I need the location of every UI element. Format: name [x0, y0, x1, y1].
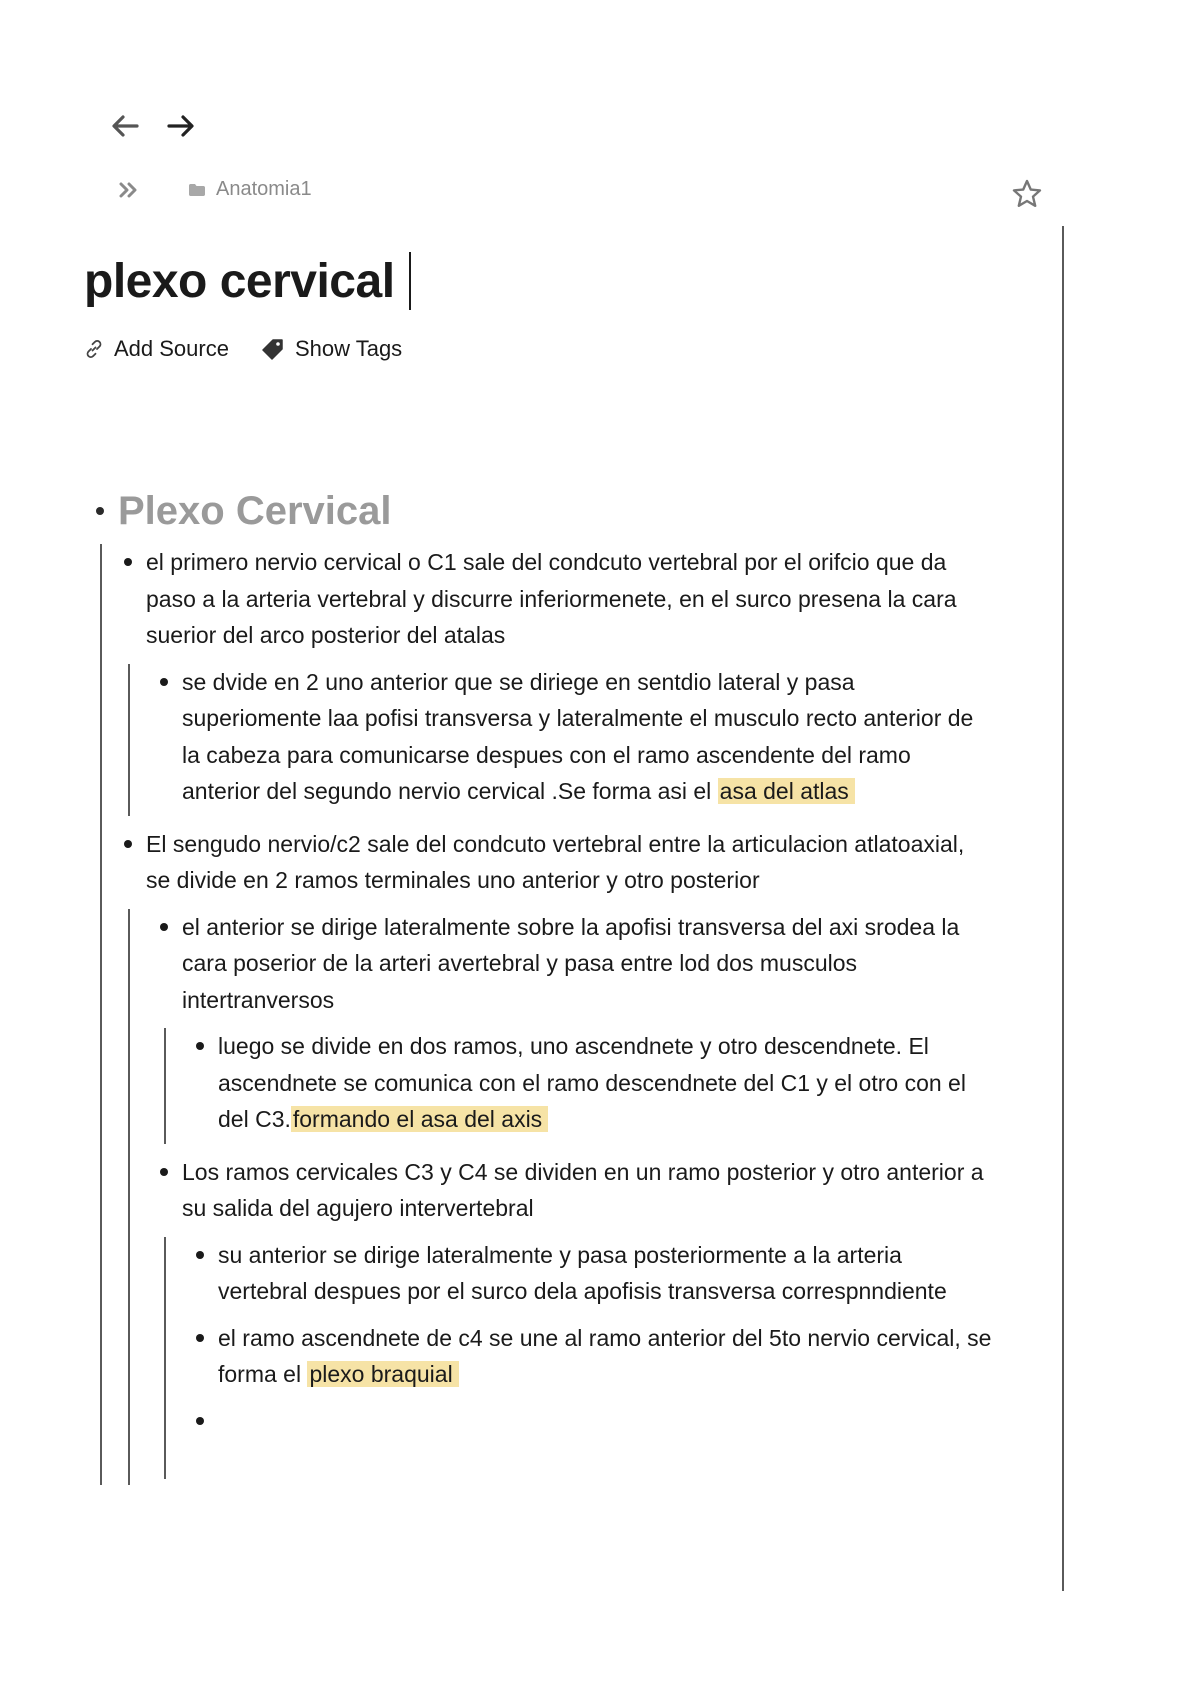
- highlight: plexo braquial: [307, 1361, 458, 1387]
- page-meta: [84, 336, 402, 362]
- add-source-label: Add Source: [114, 336, 229, 361]
- bullet[interactable]: [96, 507, 104, 515]
- nested-list: [128, 664, 992, 816]
- breadcrumb: [118, 178, 312, 201]
- list-item-text[interactable]: [218, 1403, 992, 1439]
- arrow-right-icon: [167, 114, 195, 138]
- forward-button[interactable]: [166, 112, 196, 140]
- bullet[interactable]: [160, 678, 168, 686]
- list-item-text[interactable]: el anterior se dirige lateralmente sobre la apofisi transversa del axi srodea la cara poserior de la arteri avertebral y pasa entre lod dos musculos intertranversos: [182, 913, 960, 1013]
- chevrons-right-icon[interactable]: [118, 181, 140, 199]
- list-item-body: el ramo ascendnete de c4 se une al ramo anterior del 5to nervio cervical, se forma el: [218, 1324, 992, 1387]
- list-item: [196, 1028, 992, 1138]
- list-item: [160, 664, 992, 810]
- bullet[interactable]: [196, 1251, 204, 1259]
- back-button[interactable]: [110, 112, 140, 140]
- list-item-text[interactable]: el primero nervio cervical o C1 sale del condcuto vertebral por el orifcio que da paso a la arteria vertebral y discurre inferiormenete, en el surco presena la cara suerior del arco posterior del atalas: [146, 549, 957, 648]
- highlight: asa del atlas: [718, 778, 855, 804]
- history-nav: [110, 112, 196, 140]
- favorite-button[interactable]: [1010, 177, 1044, 211]
- bullet[interactable]: [124, 840, 132, 848]
- add-source-button[interactable]: [84, 336, 229, 362]
- nested-list: [164, 1237, 992, 1479]
- show-tags-label: Show Tags: [294, 336, 403, 361]
- link-icon: [84, 339, 104, 359]
- outline-children: [100, 544, 992, 1485]
- list-item-text[interactable]: El sengudo nervio/c2 sale del condcuto vertebral entre la articulacion atlatoaxial, se divide en 2 ramos terminales uno anterior y otro posterior: [146, 830, 965, 893]
- list-item: [160, 909, 992, 1019]
- folder-icon: [188, 183, 206, 197]
- list-item-text[interactable]: Los ramos cervicales C3 y C4 se dividen en un ramo posterior y otro anterior a su salida del agujero intervertebral: [182, 1158, 984, 1221]
- show-tags-button[interactable]: [261, 336, 402, 362]
- list-item-text[interactable]: [182, 664, 992, 810]
- arrow-left-icon: [111, 114, 139, 138]
- breadcrumb-folder[interactable]: [188, 178, 312, 201]
- tag-icon: [261, 338, 285, 360]
- list-item: [196, 1320, 992, 1393]
- list-item: [124, 544, 992, 654]
- list-item: [196, 1403, 992, 1439]
- bullet[interactable]: [160, 1168, 168, 1176]
- nested-list: [128, 909, 992, 1485]
- outline: [92, 482, 992, 1485]
- list-item-body: luego se divide en dos ramos, uno ascendnete y otro descendnete. El ascendnete se comunica con el ramo descendnete del C1 y el otro con el del C3.: [218, 1033, 966, 1132]
- outline-heading[interactable]: Plexo Cervical: [118, 488, 392, 533]
- bullet[interactable]: [196, 1334, 204, 1342]
- outline-heading-row: [92, 482, 992, 540]
- list-item: [124, 826, 992, 899]
- bullet[interactable]: [124, 558, 132, 566]
- nested-list: [164, 1028, 992, 1144]
- star-icon: [1010, 177, 1044, 211]
- list-item-text[interactable]: su anterior se dirige lateralmente y pasa posteriormente a la arteria vertebral despues por el surco dela apofisis transversa correspnndiente: [218, 1241, 947, 1304]
- bullet[interactable]: [160, 923, 168, 931]
- bullet[interactable]: [196, 1042, 204, 1050]
- highlight: formando el asa del axis: [291, 1106, 548, 1132]
- text-cursor: [409, 252, 411, 310]
- list-item: [160, 1154, 992, 1227]
- list-item: [196, 1237, 992, 1310]
- bullet[interactable]: [196, 1417, 204, 1425]
- list-item-text[interactable]: [218, 1320, 992, 1393]
- list-item-body: se dvide en 2 uno anterior que se diriege en sentdio lateral y pasa superiomente laa pofisi transversa y lateralmente el musculo recto anterior de la cabeza para comunicarse despues con el ramo ascendente del ramo anterior del segundo nervio cervical .Se forma asi el: [182, 668, 974, 804]
- list-item-text[interactable]: [218, 1028, 992, 1138]
- scroll-track[interactable]: [1062, 226, 1064, 1591]
- page-title-row: [84, 252, 411, 310]
- breadcrumb-folder-label: Anatomia1: [216, 178, 312, 200]
- page-title[interactable]: plexo cervical: [84, 254, 395, 308]
